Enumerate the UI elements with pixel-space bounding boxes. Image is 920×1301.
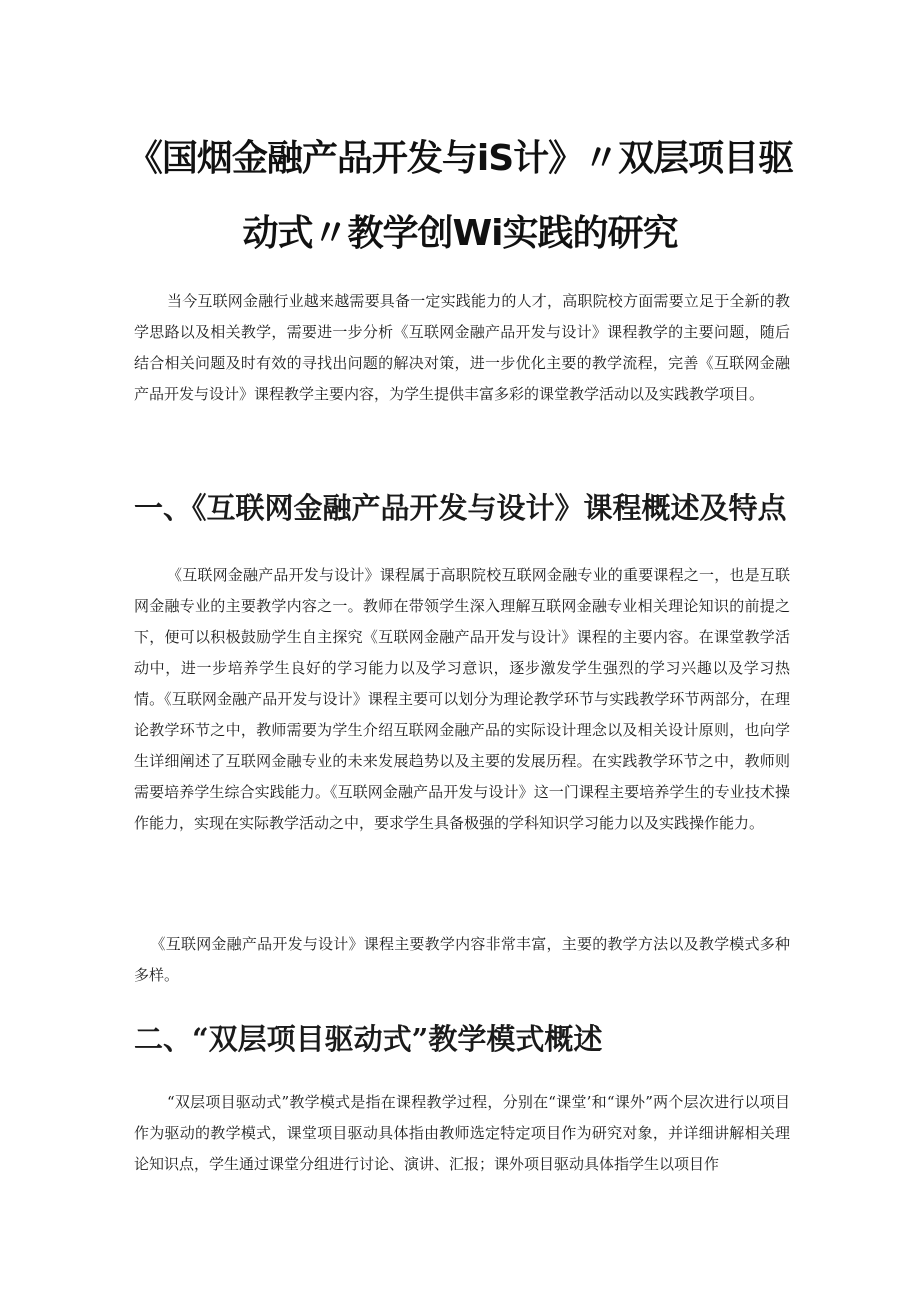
section-2-heading: 二、“双层项目驱动式”教学模式概述 [134, 1022, 603, 1056]
intro-paragraph: 当今互联网金融行业越来越需要具备一定实践能力的人才，高职院校方面需要立足于全新的教学思路以及相关教学，需要进一步分析《互联网金融产品开发与设计》课程教学的主要问题，随后结合相关问题及时有效的寻找出问题的解决对策，进一步优化主要的教学流程，完善《互联网金融产品开发与设计》课程教学主要内容，为学生提供丰富多彩的课堂教学活动以及实践教学项目。 [134, 292, 790, 403]
section-2-paragraph-1: “双层项目驱动式”教学模式是指在课程教学过程，分别在“课堂’和“课外”两个层次进行以项目作为驱动的教学模式，课堂项目驱动具体指由教师选定特定项目作为研究对象，并详细讲解相关理论知识点，学生通过课堂分组进行讨论、演讲、汇报；课外项目驱动具体指学生以项目作 [134, 1093, 790, 1173]
document-title-line-1: 《国烟金融产品开发与iS计》〃双层项目驱 [126, 138, 794, 179]
document-title-line-2: 动式〃教学创Wi实践的研究 [242, 213, 678, 254]
section-1-paragraph-2: 《互联网金融产品开发与设计》课程主要教学内容非常丰富，主要的教学方法以及教学模式多种多样。 [134, 935, 790, 984]
section-1-heading: 一、《互联网金融产品开发与设计》课程概述及特点 [134, 491, 787, 525]
section-1-paragraph-1: 《互联网金融产品开发与设计》课程属于高职院校互联网金融专业的重要课程之一，也是互联网金融专业的主要教学内容之一。教师在带领学生深入理解互联网金融专业相关理论知识的前提之下，便可以积极鼓励学生自主探究《互联网金融产品开发与设计》课程的主要内容。在课堂教学活动中，进一步培养学生良好的学习能力以及学习意识，逐步激发学生强烈的学习兴趣以及学习热情。《互联网金融产品开发与设计》课程主要可以划分为理论教学环节与实践教学环节两部分，在理论教学环节之中，教师需要为学生介绍互联网金融产品的实际设计理念以及相关设计原则，也向学生详细阐述了互联网金融专业的未来发展趋势以及主要的发展历程。在实践教学环节之中，教师则需要培养学生综合实践能力。《互联网金融产品开发与设计》这一门课程主要培养学生的专业技术操作能力，实现在实际教学活动之中，要求学生具备极强的学科知识学习能力以及实践操作能力。 [134, 566, 790, 832]
